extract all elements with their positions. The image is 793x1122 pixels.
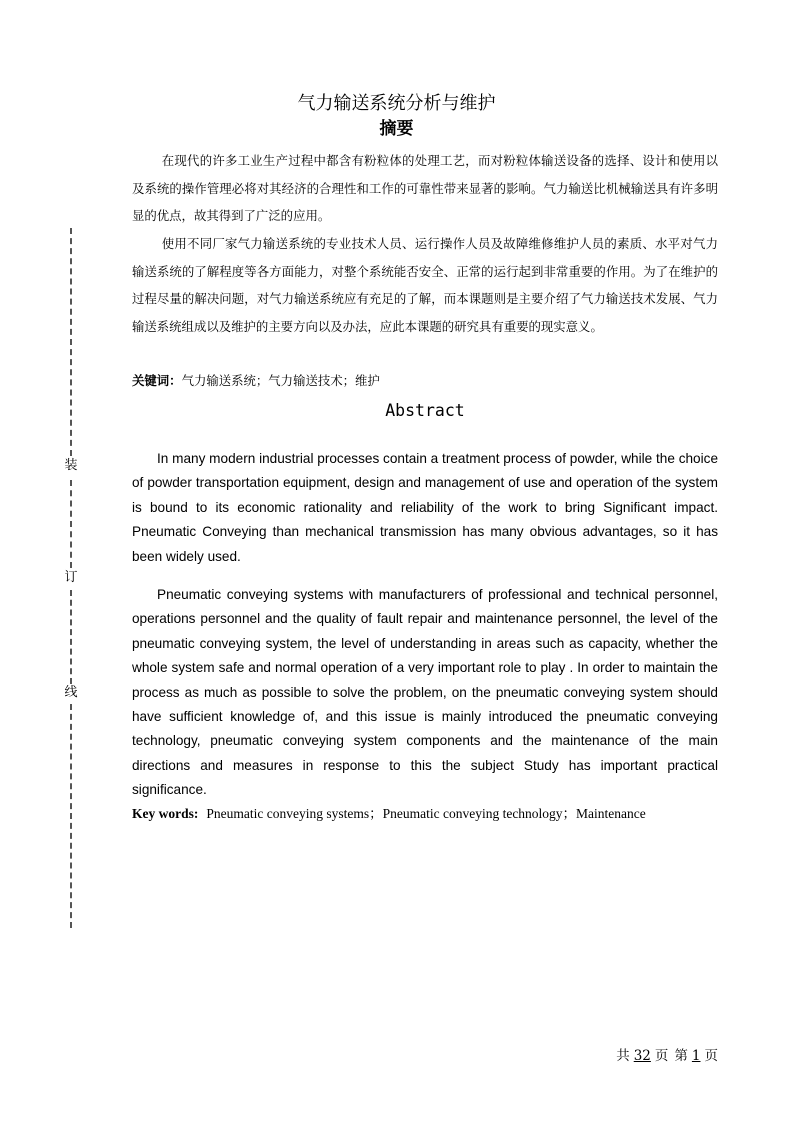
document-title: 气力输送系统分析与维护 [297, 93, 496, 114]
binding-dashed-line [70, 590, 72, 684]
binding-char: 线 [64, 685, 78, 700]
keywords-en-value: Pneumatic conveying systems；Pneumatic conveying technology；Maintenance [206, 806, 646, 821]
abstract-en-paragraph-2: Pneumatic conveying systems with manufacturers of professional and technical personnel, operations personnel and the quality of fault repair and maintenance personnel, the level of the pneumatic conveying system, the level of understanding in areas such as capacity, whether the whole system safe and normal operation of a very important role to play . In order to maintain the process as much as possible to solve the problem, on the pneumatic conveying system should have sufficient knowledge of, and this issue is mainly introduced the pneumatic conveying technology, pneumatic conveying system components and the maintenance of the main directions and measures in response to this the subject Study has important practical significance. [132, 587, 718, 798]
binding-char: 装 [64, 458, 78, 473]
keywords-en [132, 803, 646, 825]
footer-current-prefix: 第 [674, 1048, 688, 1064]
abstract-cn-paragraph-2: 使用不同厂家气力输送系统的专业技术人员、运行操作人员及故障维修维护人员的素质、水平对气力输送系统的了解程度等各方面能力，对整个系统能否安全、正常的运行起到非常重要的作用。为了在维护的过程尽量的解决问题，对气力输送系统应有充足的了解，而本课题则是主要介绍了气力输送技术发展、气力输送系统组成以及维护的主要方向以及办法，应此本课题的研究具有重要的现实意义。 [132, 236, 718, 334]
abstract-cn-paragraph-1: 在现代的许多工业生产过程中都含有粉粒体的处理工艺，而对粉粒体输送设备的选择、设计和使用以及系统的操作管理必将对其经济的合理性和工作的可靠性带来显著的影响。气力输送比机械输送具有许多明显的优点，故其得到了广泛的应用。 [132, 153, 718, 223]
abstract-heading-cn: 摘要 [379, 119, 414, 139]
binding-dashed-line [70, 704, 72, 928]
footer-total-suffix: 页 [654, 1048, 669, 1064]
keywords-en-label: Key words: [132, 806, 199, 821]
binding-dashed-line [70, 480, 72, 568]
keywords-cn-value: 气力输送系统；气力输送技术；维护 [181, 373, 380, 388]
binding-margin [66, 228, 76, 928]
abstract-heading-en: Abstract [385, 401, 465, 420]
footer-current-page: 1 [691, 1048, 701, 1064]
abstract-en-paragraph-1: In many modern industrial processes contain a treatment process of powder, while the choice of powder transportation equipment, design and management of use and operation of the system is bound to its economic rationality and reliability of the work to bring Significant impact. Pneumatic Conveying than mechanical transmission has many obvious advantages, so it has been widely used. [132, 451, 718, 564]
footer-current-suffix: 页 [704, 1048, 718, 1064]
footer-total-prefix: 共 [616, 1048, 630, 1064]
page-footer [616, 1046, 718, 1066]
keywords-cn [132, 369, 380, 393]
keywords-cn-label: 关键词： [132, 373, 182, 388]
binding-char: 订 [64, 570, 78, 585]
footer-total-pages: 32 [633, 1048, 651, 1064]
